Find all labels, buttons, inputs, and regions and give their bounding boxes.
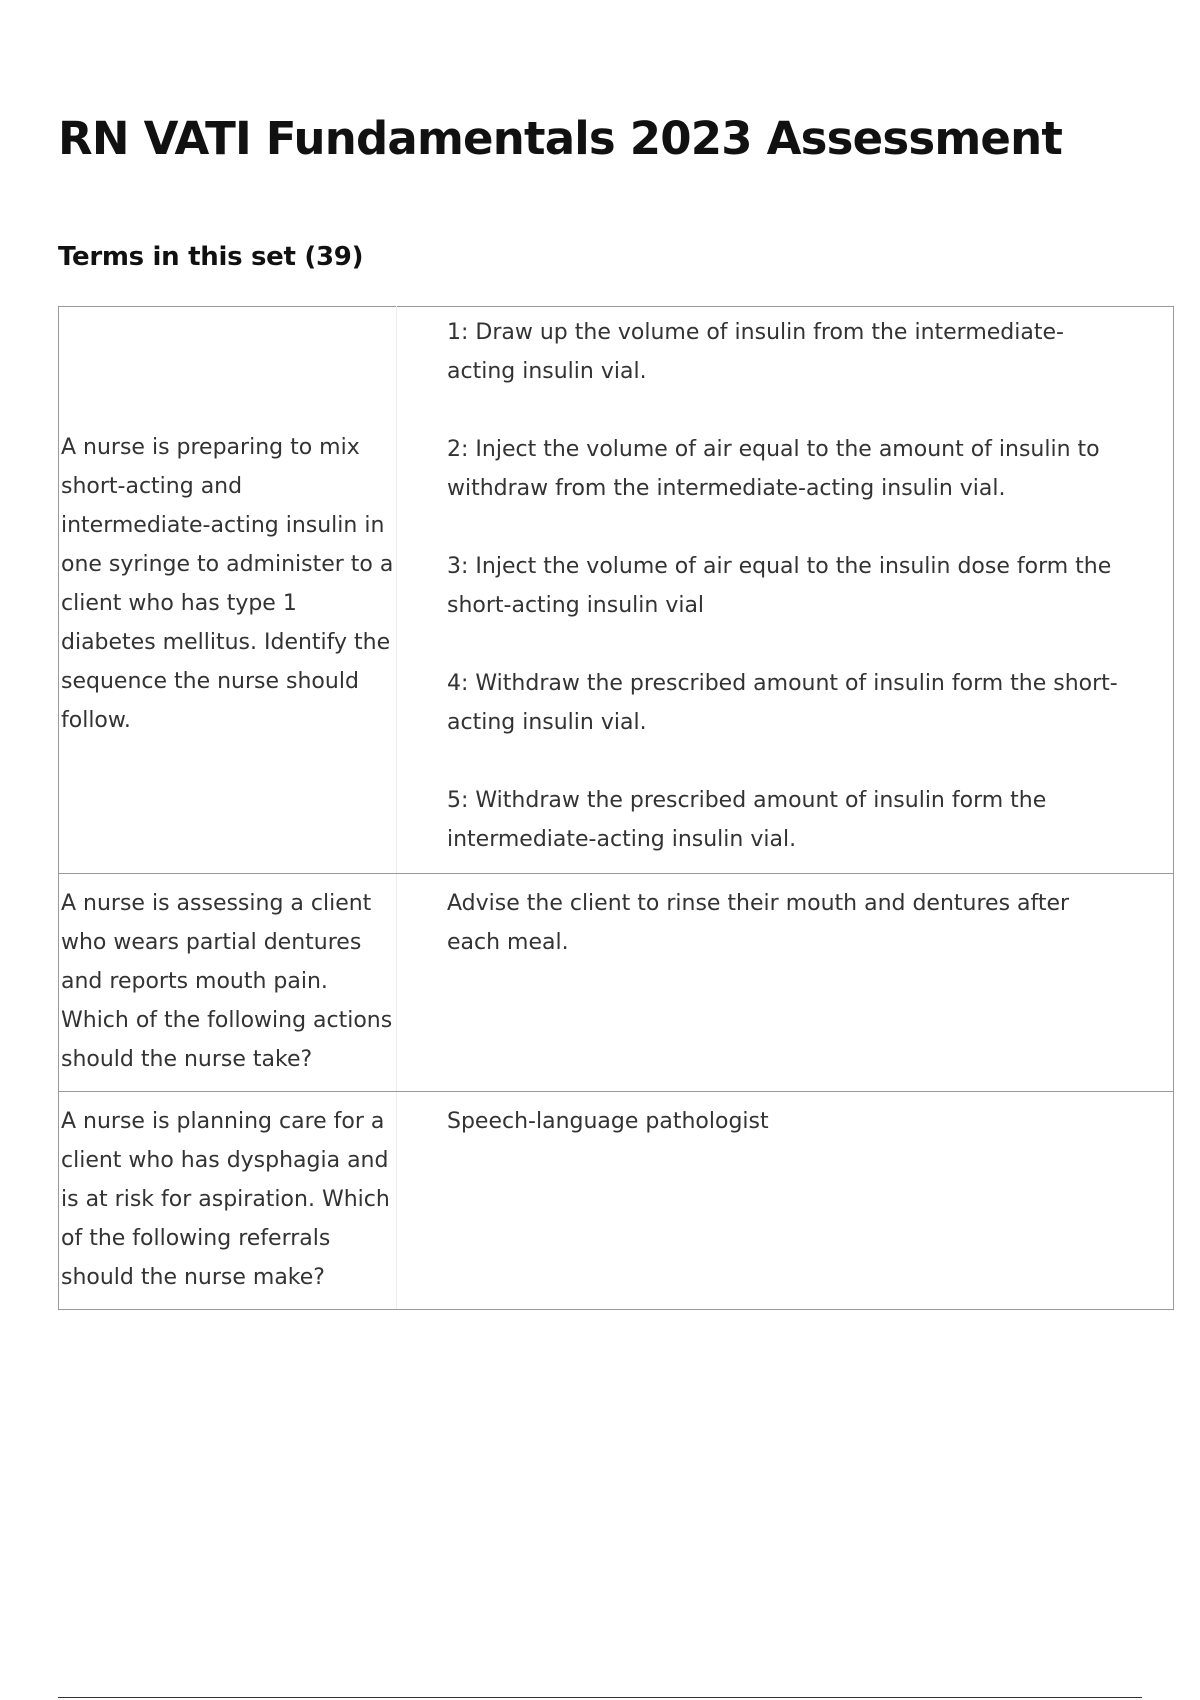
- term-cell: A nurse is planning care for a client who has dysphagia and is at risk for aspiration. Which of the following referrals should the nurse make?: [59, 1092, 397, 1310]
- term-cell: A nurse is preparing to mix short-acting and intermediate-acting insulin in one syringe to administer to a client who has type 1 diabetes mellitus. Identify the sequence the nurse should follow.: [59, 307, 397, 874]
- page-title: RN VATI Fundamentals 2023 Assessment: [58, 112, 1063, 165]
- term-row: [59, 307, 1174, 874]
- definition-cell: [397, 307, 1174, 874]
- sequence-step: 5: Withdraw the prescribed amount of insulin form the intermediate-acting insulin vial.: [447, 788, 1047, 852]
- term-row: [59, 874, 1174, 1092]
- sequence-step: 3: Inject the volume of air equal to the insulin dose form the short-acting insulin vial: [447, 554, 1112, 618]
- definition-cell: Speech-language pathologist: [397, 1092, 1174, 1310]
- sequence-step: 2: Inject the volume of air equal to the amount of insulin to withdraw from the intermediate-acting insulin vial.: [447, 437, 1100, 501]
- term-row: [59, 1092, 1174, 1310]
- sequence-step: 4: Withdraw the prescribed amount of insulin form the short-acting insulin vial.: [447, 671, 1118, 735]
- terms-count-heading: Terms in this set (39): [58, 242, 364, 272]
- sequence-step: 1: Draw up the volume of insulin from the intermediate-acting insulin vial.: [447, 320, 1064, 384]
- term-cell: A nurse is assessing a client who wears partial dentures and reports mouth pain. Which of the following actions should the nurse take?: [59, 874, 397, 1092]
- terms-table: [58, 306, 1174, 1310]
- definition-cell: Advise the client to rinse their mouth and dentures after each meal.: [397, 874, 1174, 1092]
- page-bottom-divider: [58, 1697, 1142, 1698]
